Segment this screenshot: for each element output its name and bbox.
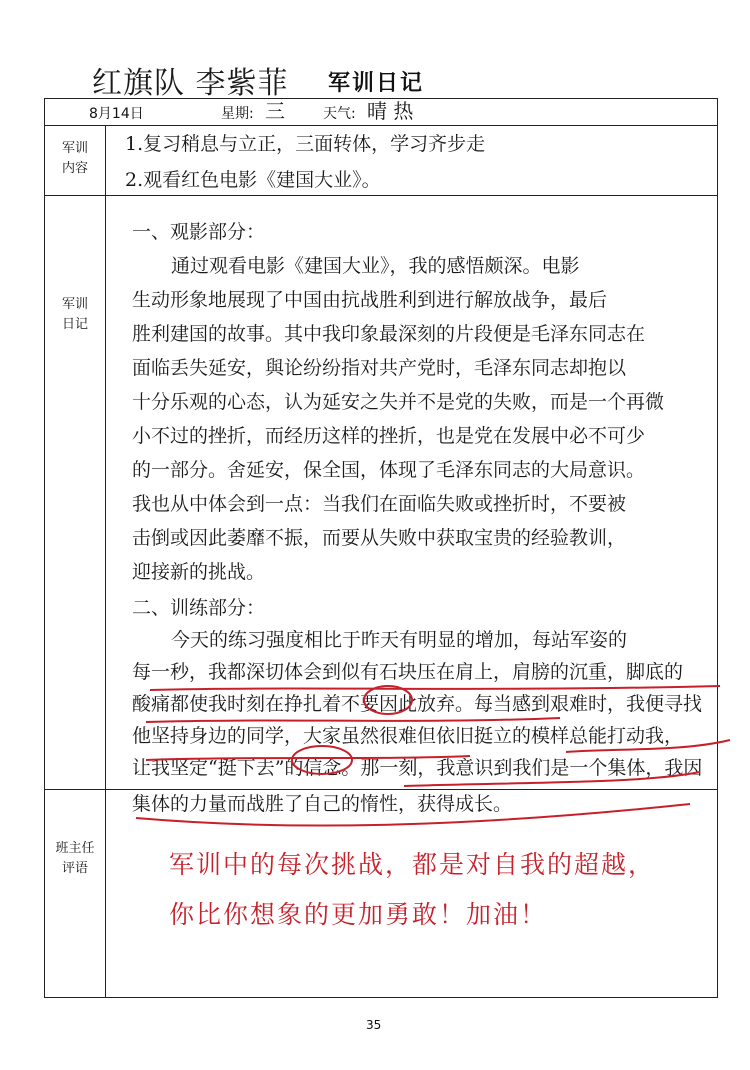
diary-line: 今天的练习强度相比于昨天有明显的增加，每站军姿的 (171, 629, 628, 651)
diary-line: 的一部分。舍延安，保全国，体现了毛泽东同志的大局意识。 (132, 459, 646, 481)
page-number: 35 (366, 1018, 382, 1032)
teacher-comment-label: 班主任 评语 (55, 841, 95, 876)
red-underline-stroke (404, 772, 700, 786)
training-item: 1.复习稍息与立正，三面转体，学习齐步走 (125, 133, 486, 155)
student-name: 红旗队 李紫菲 (92, 66, 289, 101)
diary-line: 酸痛都使我时刻在挣扎着不要因此放弃。每当感到艰难时，我便寻找 (132, 693, 703, 715)
weekday-label: 星期: (221, 106, 254, 122)
red-circle-mark (364, 686, 412, 714)
training-content-label: 军训 内容 (61, 141, 88, 176)
red-underline-stroke (146, 756, 470, 760)
red-underline-stroke (136, 804, 690, 826)
red-underline-stroke (566, 740, 730, 752)
diary-heading: 一、观影部分： (132, 221, 266, 243)
weather-label: 天气: (323, 106, 356, 122)
diary-line: 击倒或因此萎靡不振，而要从失败中获取宝贵的经验教训， (132, 527, 627, 549)
diary-label: 军训 日记 (61, 297, 88, 332)
diary-line: 通过观看电影《建国大业》，我的感悟颇深。电影 (171, 255, 580, 277)
date-value: 8月14日 (89, 106, 144, 122)
diary-line: 迎接新的挑战。 (132, 561, 266, 583)
red-underline-stroke (146, 718, 560, 722)
diary-heading: 二、训练部分： (132, 597, 266, 619)
diary-line: 胜利建国的故事。其中我印象最深刻的片段便是毛泽东同志在 (132, 323, 646, 345)
diary-line: 让我坚定“挺下去”的信念。那一刻，我意识到我们是一个集体，我因 (132, 757, 703, 779)
teacher-comment: 军训中的每次挑战，都是对自我的超越， (169, 850, 656, 879)
diary-line: 每一秒，我都深切体会到似有石块压在肩上，肩膀的沉重，脚底的 (132, 661, 684, 683)
teacher-comment: 你比你想象的更加勇敢！加油！ (169, 900, 548, 929)
page-title: 军训日记 (328, 71, 425, 96)
diary-line: 生动形象地展现了中国由抗战胜利到进行解放战争，最后 (132, 289, 608, 311)
diary-line: 他坚持身边的同学，大家虽然很难但依旧挺立的模样总能打动我， (132, 725, 684, 747)
diary-line: 我也从中体会到一点：当我们在面临失败或挫折时，不要被 (132, 493, 627, 515)
weather-value: 晴 热 (367, 99, 414, 123)
weekday-value: 三 (265, 99, 285, 123)
diary-line: 集体的力量而战胜了自己的惰性，获得成长。 (132, 793, 513, 815)
diary-line: 面临丢失延安，與论纷纷指对共产党时，毛泽东同志却抱以 (132, 357, 627, 379)
red-underline-stroke (150, 686, 720, 690)
training-item: 2.观看红色电影《建国大业》。 (125, 169, 381, 191)
diary-line: 十分乐观的心态，认为延安之失并不是党的失败，而是一个再微 (132, 391, 665, 413)
diary-line: 小不过的挫折，而经历这样的挫折，也是党在发展中必不可少 (132, 425, 646, 447)
red-circle-mark (292, 746, 352, 774)
